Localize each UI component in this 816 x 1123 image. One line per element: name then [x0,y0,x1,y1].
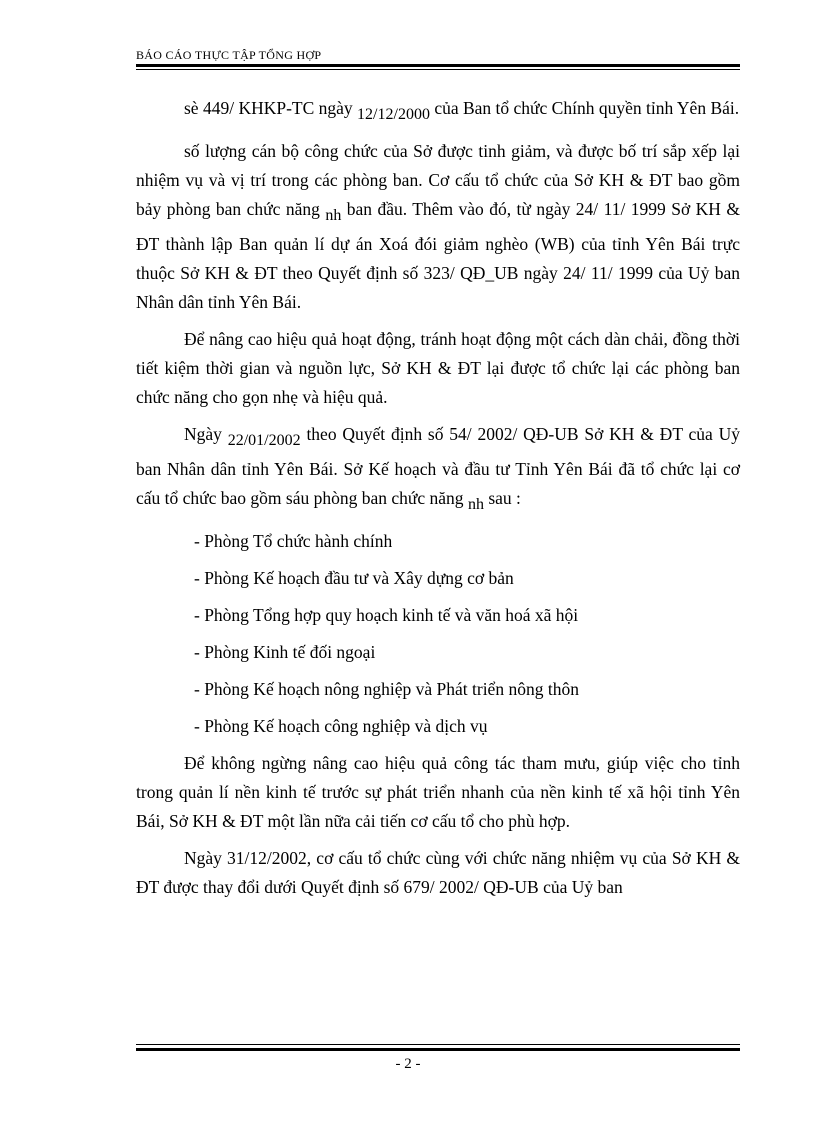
list-item: - Phòng Kế hoạch nông nghiệp và Phát triển nông thôn [194,679,579,699]
date-decision-449: 12/12/2000 [357,106,430,123]
subscript-fragment: nh [325,207,342,224]
footer-rule-thick [136,1048,740,1051]
date-decision-54: 22/01/2002 [227,432,301,449]
paragraph-3: Để nâng cao hiệu quả hoạt động, tránh hoạt động một cách dàn chải, đồng thời tiết kiệm thời gian và nguồn lực, Sở KH & ĐT lại được tổ chức lại các phòng ban chức năng cho gọn nhẹ và hiệu quả. [136,329,740,407]
list-item: - Phòng Tổ chức hành chính [194,531,393,551]
document-body [136,94,740,910]
paragraph-4: Ngày 22/01/2002 theo Quyết định số 54/ 2002/ QĐ-UB Sở KH & ĐT của Uỷ ban Nhân dân tỉnh Yên Bái. Sở Kế hoạch và đầu tư Tỉnh Yên Bái đã tổ chức lại cơ cấu tổ chức bao gồm sáu phòng ban chức năng nh sau : [136,424,740,513]
list-item: - Phòng Kinh tế đối ngoại [194,642,376,662]
paragraph-5: Để không ngừng nâng cao hiệu quả công tác tham mưu, giúp việc cho tỉnh trong quản lí nền kinh tế trước sự phát triển nhanh của nền kinh tế xã hội tỉnh Yên Bái, Sở KH & ĐT một lần nữa cải tiến cơ cấu tổ cho phù hợp. [136,753,740,831]
page-number: - 2 - [395,1056,421,1072]
footer-rule-thin [136,1044,740,1045]
list-item: - Phòng Kế hoạch công nghiệp và dịch vụ [194,716,488,736]
header-rule-thin [136,69,740,70]
subscript-fragment: nh [467,496,484,513]
paragraph-6: Ngày 31/12/2002, cơ cấu tổ chức cùng với chức năng nhiệm vụ của Sở KH & ĐT được thay đổi dưới Quyết định số 679/ 2002/ QĐ-UB của Uỷ ban [136,848,740,897]
list-item: - Phòng Tổng hợp quy hoạch kinh tế và văn hoá xã hội [194,605,579,625]
paragraph-2: số lượng cán bộ công chức của Sở được tinh giảm, và được bố trí sắp xếp lại nhiệm vụ và vị trí trong các phòng ban. Cơ cấu tổ chức của Sở KH & ĐT bao gồm bảy phòng ban chức năng nh ban đầu. Thêm vào đó, từ ngày 24/ 11/ 1999 Sở KH & ĐT thành lập Ban quản lí dự án Xoá đói giảm nghèo (WB) của tỉnh Yên Bái trực thuộc Sở KH & ĐT theo Quyết định số 323/ QĐ_UB ngày 24/ 11/ 1999 của Uỷ ban Nhân dân tỉnh Yên Bái. [136,141,740,312]
list-item: - Phòng Kế hoạch đầu tư và Xây dựng cơ bản [194,568,514,588]
header-rule-thick [136,64,740,67]
paragraph-1: sè 449/ KHKP-TC ngày 12/12/2000 của Ban tổ chức Chính quyền tỉnh Yên Bái. [184,98,740,123]
running-header: BÁO CÁO THỰC TẬP TỔNG HỢP [136,48,322,62]
